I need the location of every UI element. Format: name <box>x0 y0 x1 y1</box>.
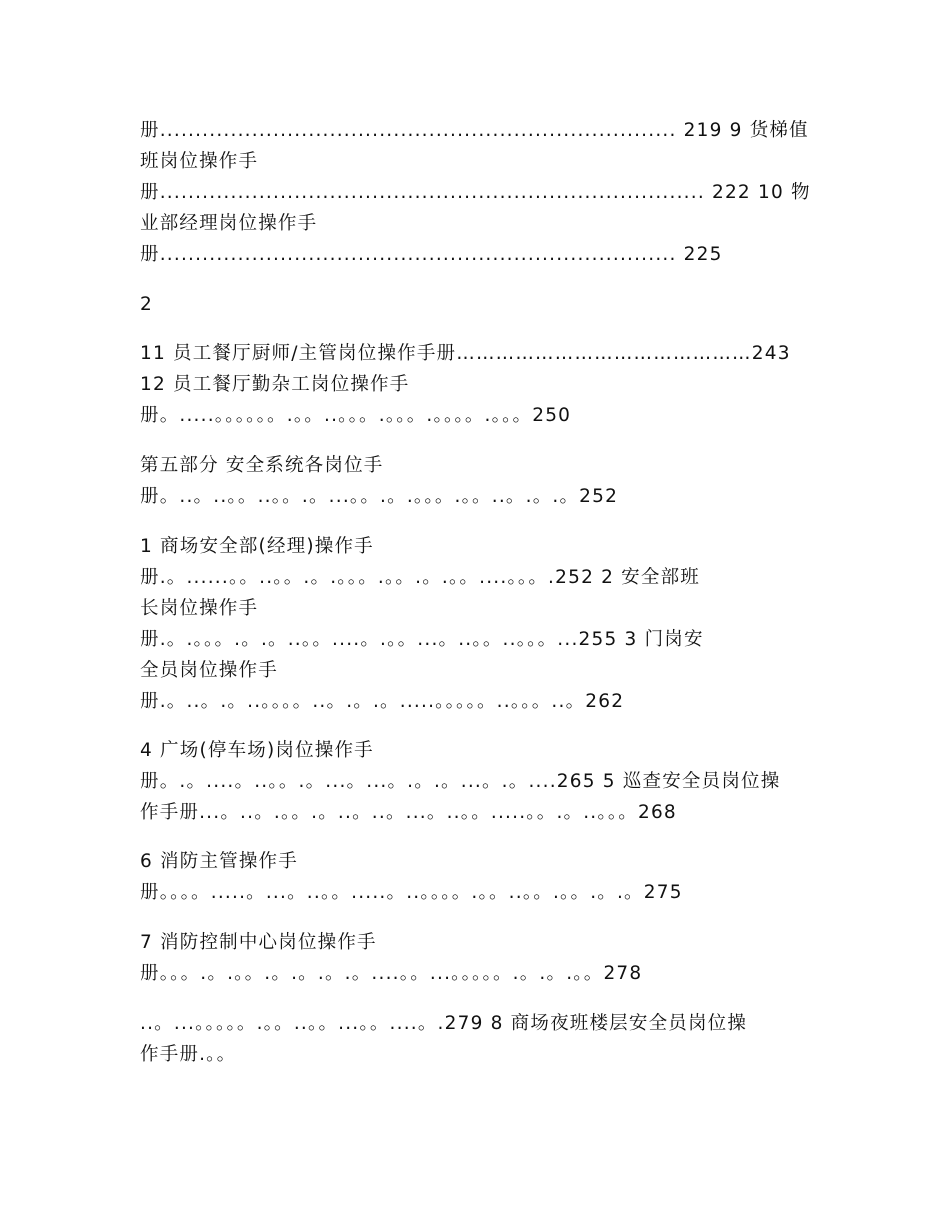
toc-line: 册.。......。。..。。.。.。。。.。。.。.。。....。。。.252 2 安全部班 <box>140 567 700 588</box>
toc-line: ..。...。。。。。.。。..。。...。。....。.279 8 商场夜班楼层安全员岗位操 <box>140 1013 748 1034</box>
toc-line: 册.。..。.。..。。。。..。.。.。.....。。。。。..。。。..。262 <box>140 691 625 712</box>
toc-line: 册.。.。。。.。.。..。。....。.。。...。..。。..。。。...255 3 门岗安 <box>140 629 704 650</box>
toc-line: 册。。。.。.。。.。.。.。.。....。。...。。。。。.。.。.。。278 <box>140 963 643 984</box>
toc-block-8 <box>140 1008 820 1070</box>
toc-line: 册。.。....。..。。.。...。...。.。.。...。.。....265 5 巡查安全员岗位操 <box>140 771 781 792</box>
toc-block-2 <box>140 338 820 431</box>
toc-line: 6 消防主管操作手 <box>140 851 298 872</box>
toc-line: 册......................................................................... 219 9 货梯值 <box>140 120 809 141</box>
toc-line: 12 员工餐厅勤杂工岗位操作手 <box>140 374 410 395</box>
toc-line: 册。.....。。。。。。.。。..。。。.。。。.。。。。.。。。250 <box>140 405 572 426</box>
toc-line: 册。..。..。。..。。.。...。。.。.。。。.。。..。.。.。252 <box>140 486 619 507</box>
toc-block-5 <box>140 735 820 828</box>
toc-line: 册。。。。.....。...。..。。.....。..。。。。.。。..。。.。。.。.。275 <box>140 882 683 903</box>
toc-line: 4 广场(停车场)岗位操作手 <box>140 740 374 761</box>
section-heading: 第五部分 安全系统各岗位手 <box>140 455 384 476</box>
toc-line: 1 商场安全部(经理)操作手 <box>140 536 374 557</box>
toc-block-1 <box>140 115 820 270</box>
toc-line: 册......................................................................... 225 <box>140 244 723 265</box>
toc-block-3 <box>140 450 820 512</box>
page-number: 2 <box>140 294 153 315</box>
toc-line: 作手册.。。 <box>140 1044 237 1065</box>
page-number-marker <box>140 289 820 320</box>
toc-line: 7 消防控制中心岗位操作手 <box>140 932 377 953</box>
toc-block-6 <box>140 846 820 908</box>
toc-line: 作手册...。..。.。。.。..。..。...。..。。.....。。.。..。。。268 <box>140 802 677 823</box>
toc-line: 册............................................................................. 222 10 物 <box>140 182 811 203</box>
toc-block-7 <box>140 927 820 989</box>
toc-line: 全员岗位操作手 <box>140 660 278 681</box>
toc-block-4 <box>140 531 820 717</box>
toc-line: 班岗位操作手 <box>140 151 259 172</box>
toc-line: 长岗位操作手 <box>140 598 259 619</box>
toc-line: 业部经理岗位操作手 <box>140 213 318 234</box>
toc-line: 11 员工餐厅厨师/主管岗位操作手册………………………………………243 <box>140 343 791 364</box>
